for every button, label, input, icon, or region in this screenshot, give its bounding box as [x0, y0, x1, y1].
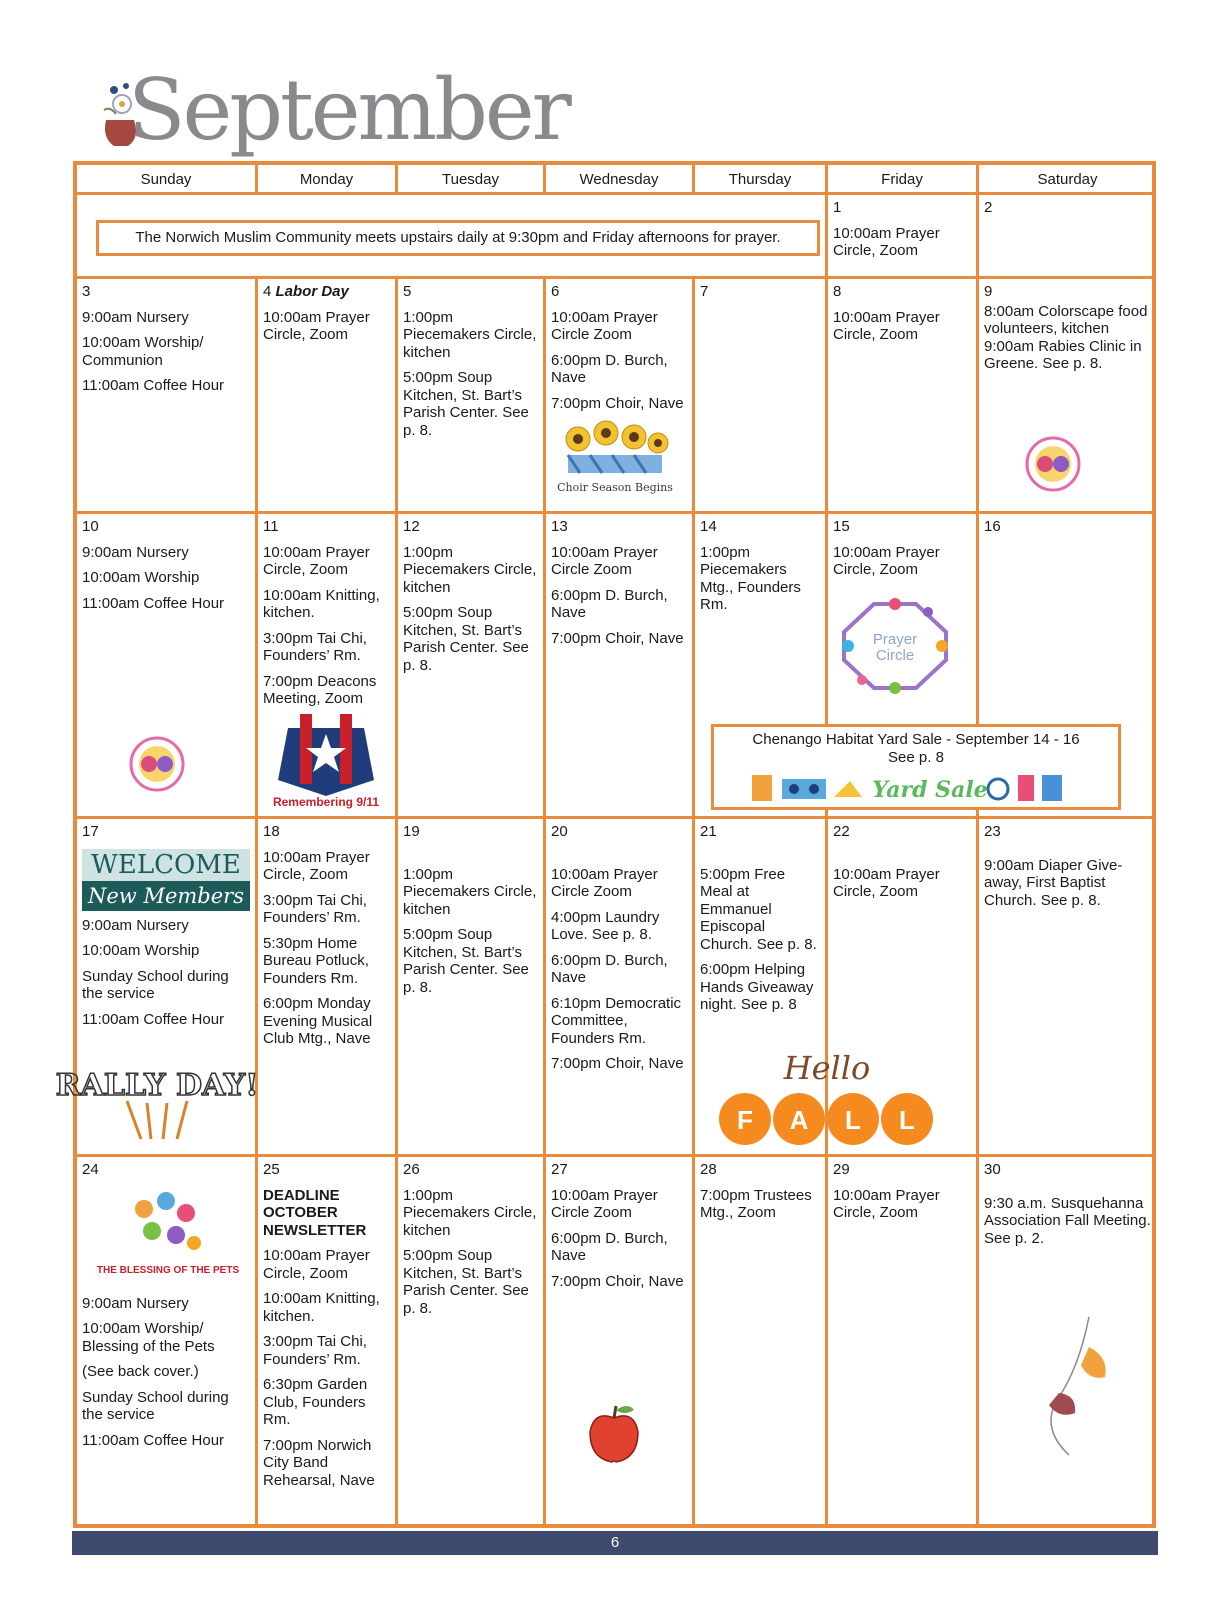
day-cell-27 [546, 1157, 692, 1528]
day-cell-25 [258, 1157, 395, 1528]
event: 10:00am Prayer Circle Zoom [551, 1186, 658, 1221]
event: 10:00am Prayer Circle, Zoom [833, 224, 940, 259]
day-number: 14 [700, 518, 717, 535]
weekday-wednesday: Wednesday [579, 171, 659, 188]
event: 11:00am Coffee Hour [82, 1431, 225, 1449]
calendar-grid [55, 161, 1156, 1528]
day-number: 3 [82, 283, 91, 300]
event: 11:00am Coffee Hour [82, 377, 225, 394]
day-cell-30 [979, 1157, 1156, 1528]
remembering-label: Remembering 9/11 [272, 795, 380, 809]
event: 10:00am Prayer Circle, Zoom [263, 1247, 370, 1282]
event: 9:00am Diaper Give-away, First Baptist Church. See p. 8. [984, 856, 1123, 909]
day-cell-7 [695, 279, 825, 511]
day-cell-4 [258, 279, 395, 511]
new-members-label: New Members [88, 883, 244, 908]
event: 10:00am Prayer Circle, Zoom [263, 308, 370, 343]
weekday-monday: Monday [299, 171, 354, 188]
day-number: 22 [833, 823, 850, 840]
event: 9:00am Nursery [82, 308, 189, 326]
welcome-label: WELCOME [82, 849, 250, 881]
day-cell-12 [398, 514, 543, 816]
choir-art-label: Choir Season Begins [557, 481, 673, 494]
day-cell-13 [546, 514, 692, 816]
event: 9:00am Nursery [82, 543, 189, 561]
day-number: 28 [700, 1161, 717, 1178]
day-cell-29 [828, 1157, 976, 1528]
day-cell-19 [398, 819, 543, 1154]
day-cell-20 [546, 819, 692, 1154]
colorscape-logo-icon [1023, 434, 1083, 494]
yard-sale-ref: See p. 8 [888, 749, 944, 766]
day-number: 19 [403, 823, 420, 840]
page-footer [72, 1531, 1158, 1555]
event: 5:00pm Soup Kitchen, St. Bart’s Parish Center. See p. 8. [403, 369, 529, 439]
event: 10:00am Knitting, kitchen. [263, 586, 380, 621]
day-number: 16 [984, 518, 1001, 535]
event: 10:00am Prayer Circle, Zoom [263, 848, 370, 883]
day-number: 23 [984, 823, 1001, 840]
event: 4:00pm Laundry Love. See p. 8. [551, 908, 660, 943]
day-number: 20 [551, 823, 568, 840]
month-title: September [128, 61, 569, 159]
event: 6:00pm D. Burch, Nave [551, 1229, 668, 1264]
weekday-saturday: Saturday [1037, 171, 1098, 188]
event: 6:30pm Garden Club, Founders Rm. [263, 1376, 368, 1428]
day-number: 11 [263, 518, 279, 535]
day-cell-1 [828, 195, 976, 276]
event: 10:00am Prayer Circle, Zoom [833, 1186, 940, 1221]
weekday-tuesday: Tuesday [442, 171, 499, 188]
day-cell-17 [55, 819, 259, 1154]
event: Sunday School during the service [82, 967, 229, 1002]
event: 10:00am Prayer Circle, Zoom [833, 308, 940, 343]
day-cell-26 [398, 1157, 543, 1528]
event: 10:00am Prayer Circle, Zoom [833, 543, 940, 578]
day-cell-3 [77, 279, 255, 511]
event: 9:30 a.m. Susquehanna Association Fall Meeting. See p. 2. [984, 1194, 1151, 1247]
day-number: 7 [700, 283, 709, 300]
day-number: 4 Labor Day [263, 283, 349, 300]
event: 8:00am Colorscape food volunteers, kitchen [984, 302, 1148, 337]
event: 1:00pm Piecemakers Circle, kitchen [403, 308, 537, 361]
weekday-friday: Friday [881, 171, 923, 188]
event: 9:00am Rabies Clinic in Greene. See p. 8. [984, 337, 1142, 372]
page-number: 6 [610, 1534, 620, 1551]
fall-letter: A [789, 1105, 809, 1135]
prayer-circle-icon [838, 598, 952, 694]
rally-day-icon [55, 1059, 259, 1143]
remembering-911-icon [270, 710, 382, 812]
event: 10:00am Prayer Circle Zoom [551, 308, 658, 343]
day-cell-18 [258, 819, 395, 1154]
yard-sale-banner [711, 724, 1121, 810]
day-cell-5 [398, 279, 543, 511]
weekday-thursday: Thursday [728, 171, 792, 188]
event: 5:00pm Free Meal at Emmanuel Episcopal Church. See p. 8. [700, 865, 817, 953]
day-number: 9 [984, 283, 993, 300]
day-number: 6 [551, 283, 560, 300]
welcome-new-members-sign [82, 849, 250, 911]
day-number: 15 [833, 518, 850, 535]
event: 6:00pm D. Burch, Nave [551, 586, 668, 621]
event: 10:00am Prayer Circle, Zoom [263, 543, 370, 578]
blessing-pets-label: THE BLESSING OF THE PETS [96, 1264, 240, 1276]
event: 6:00pm D. Burch, Nave [551, 951, 668, 986]
event: 11:00am Coffee Hour [82, 1010, 225, 1028]
day-number: 24 [82, 1161, 99, 1178]
day-cell-8 [828, 279, 976, 511]
hello-fall-icon [717, 1045, 937, 1151]
event: 6:00pm Helping Hands Giveaway night. See p. 8 [700, 961, 814, 1013]
event: 7:00pm Norwich City Band Rehearsal, Nave [263, 1436, 375, 1489]
muslim-community-banner [96, 220, 820, 256]
event: 3:00pm Tai Chi, Founders’ Rm. [263, 629, 367, 664]
event: 10:00am Knitting, kitchen. [263, 1290, 380, 1325]
yard-sale-art-label: Yard Sale [872, 777, 988, 803]
event: 9:00am Nursery [82, 916, 189, 934]
event: 10:00am Prayer Circle Zoom [551, 543, 658, 578]
event: 3:00pm Tai Chi, Founders’ Rm. [263, 891, 367, 926]
day-number: 2 [984, 199, 993, 216]
rally-day-label: RALLY DAY! [55, 1068, 259, 1103]
event: 3:00pm Tai Chi, Founders’ Rm. [263, 1333, 367, 1368]
day-cell-11 [258, 514, 395, 816]
newsletter-deadline: DEADLINE OCTOBER NEWSLETTER [263, 1186, 367, 1239]
event: 10:00am Prayer Circle Zoom [551, 865, 658, 900]
event: 6:00pm Monday Evening Musical Club Mtg., Nave [263, 995, 373, 1047]
event: 7:00pm Choir, Nave [551, 1055, 684, 1072]
yard-sale-icon [746, 767, 1086, 805]
holiday-label: Labor Day [275, 283, 349, 300]
event: 6:10pm Democratic Committee, Founders Rm. [551, 994, 682, 1047]
event: 7:00pm Deacons Meeting, Zoom [263, 672, 377, 707]
day-number: 18 [263, 823, 280, 840]
day-number: 29 [833, 1161, 850, 1178]
day-cell-28 [695, 1157, 825, 1528]
day-number: 30 [984, 1161, 1001, 1178]
event: 9:00am Nursery [82, 1294, 189, 1312]
day-number: 10 [82, 518, 99, 535]
day-cell-2 [979, 195, 1156, 276]
day-number: 1 [833, 199, 842, 216]
day-number: 26 [403, 1161, 420, 1178]
autumn-leaves-icon [1019, 1307, 1119, 1457]
event: 10:00am Worship [82, 942, 200, 959]
weekday-sunday: Sunday [140, 171, 192, 188]
fall-letter: F [737, 1105, 753, 1135]
event: 1:00pm Piecemakers Mtg., Founders Rm. [700, 543, 801, 613]
fall-letter: L [899, 1105, 915, 1135]
day-cell-23 [979, 819, 1156, 1154]
page-title-block [88, 60, 569, 170]
event: 10:00am Worship/ Blessing of the Pets [82, 1320, 215, 1355]
event: 10:00am Prayer Circle, Zoom [833, 865, 940, 900]
day-number: 5 [403, 283, 412, 300]
day-cell-24 [77, 1157, 255, 1528]
prayer-art-label: Prayer [872, 631, 918, 648]
hello-label: Hello [783, 1049, 871, 1087]
event: Sunday School during the service [82, 1388, 229, 1423]
day-number: 21 [700, 823, 717, 840]
event: 1:00pm Piecemakers Circle, kitchen [403, 1186, 537, 1239]
event: 5:30pm Home Bureau Potluck, Founders Rm. [263, 934, 369, 987]
event: (See back cover.) [82, 1363, 199, 1380]
colorscape-logo-icon [127, 734, 187, 794]
day-number: 12 [403, 518, 420, 535]
day-cell-10 [77, 514, 255, 816]
fall-letter: L [845, 1105, 861, 1135]
day-number: 8 [833, 283, 842, 300]
event: 11:00am Coffee Hour [82, 594, 225, 612]
day-number: 13 [551, 518, 568, 535]
event: 10:00am Worship [82, 569, 200, 586]
day-cell-6 [546, 279, 692, 511]
banner-text: The Norwich Muslim Community meets upstairs daily at 9:30pm and Friday afternoons for prayer. [135, 229, 781, 246]
day-number: 27 [551, 1161, 568, 1178]
day-number: 17 [82, 823, 99, 840]
event: 6:00pm D. Burch, Nave [551, 351, 668, 386]
event: 10:00am Worship/ Communion [82, 334, 204, 369]
event: 1:00pm Piecemakers Circle, kitchen [403, 865, 537, 918]
event: 1:00pm Piecemakers Circle, kitchen [403, 543, 537, 596]
event: 7:00pm Choir, Nave [551, 629, 684, 647]
circle-art-label: Circle [875, 647, 915, 664]
day-number: 25 [263, 1161, 280, 1178]
event: 5:00pm Soup Kitchen, St. Bart’s Parish Center. See p. 8. [403, 926, 529, 996]
sunflower-choir-icon [557, 419, 673, 499]
day-cell-9 [979, 279, 1156, 511]
event: 5:00pm Soup Kitchen, St. Bart’s Parish Center. See p. 8. [403, 1247, 529, 1317]
event: 7:00pm Choir, Nave [551, 394, 684, 412]
event: 5:00pm Soup Kitchen, St. Bart’s Parish Center. See p. 8. [403, 604, 529, 674]
event: 7:00pm Choir, Nave [551, 1272, 684, 1290]
yard-sale-title: Chenango Habitat Yard Sale - September 14 - 16 [752, 731, 1080, 748]
apple-icon [584, 1402, 644, 1466]
blessing-of-pets-icon [82, 1187, 252, 1287]
event: 7:00pm Trustees Mtg., Zoom [700, 1186, 812, 1221]
